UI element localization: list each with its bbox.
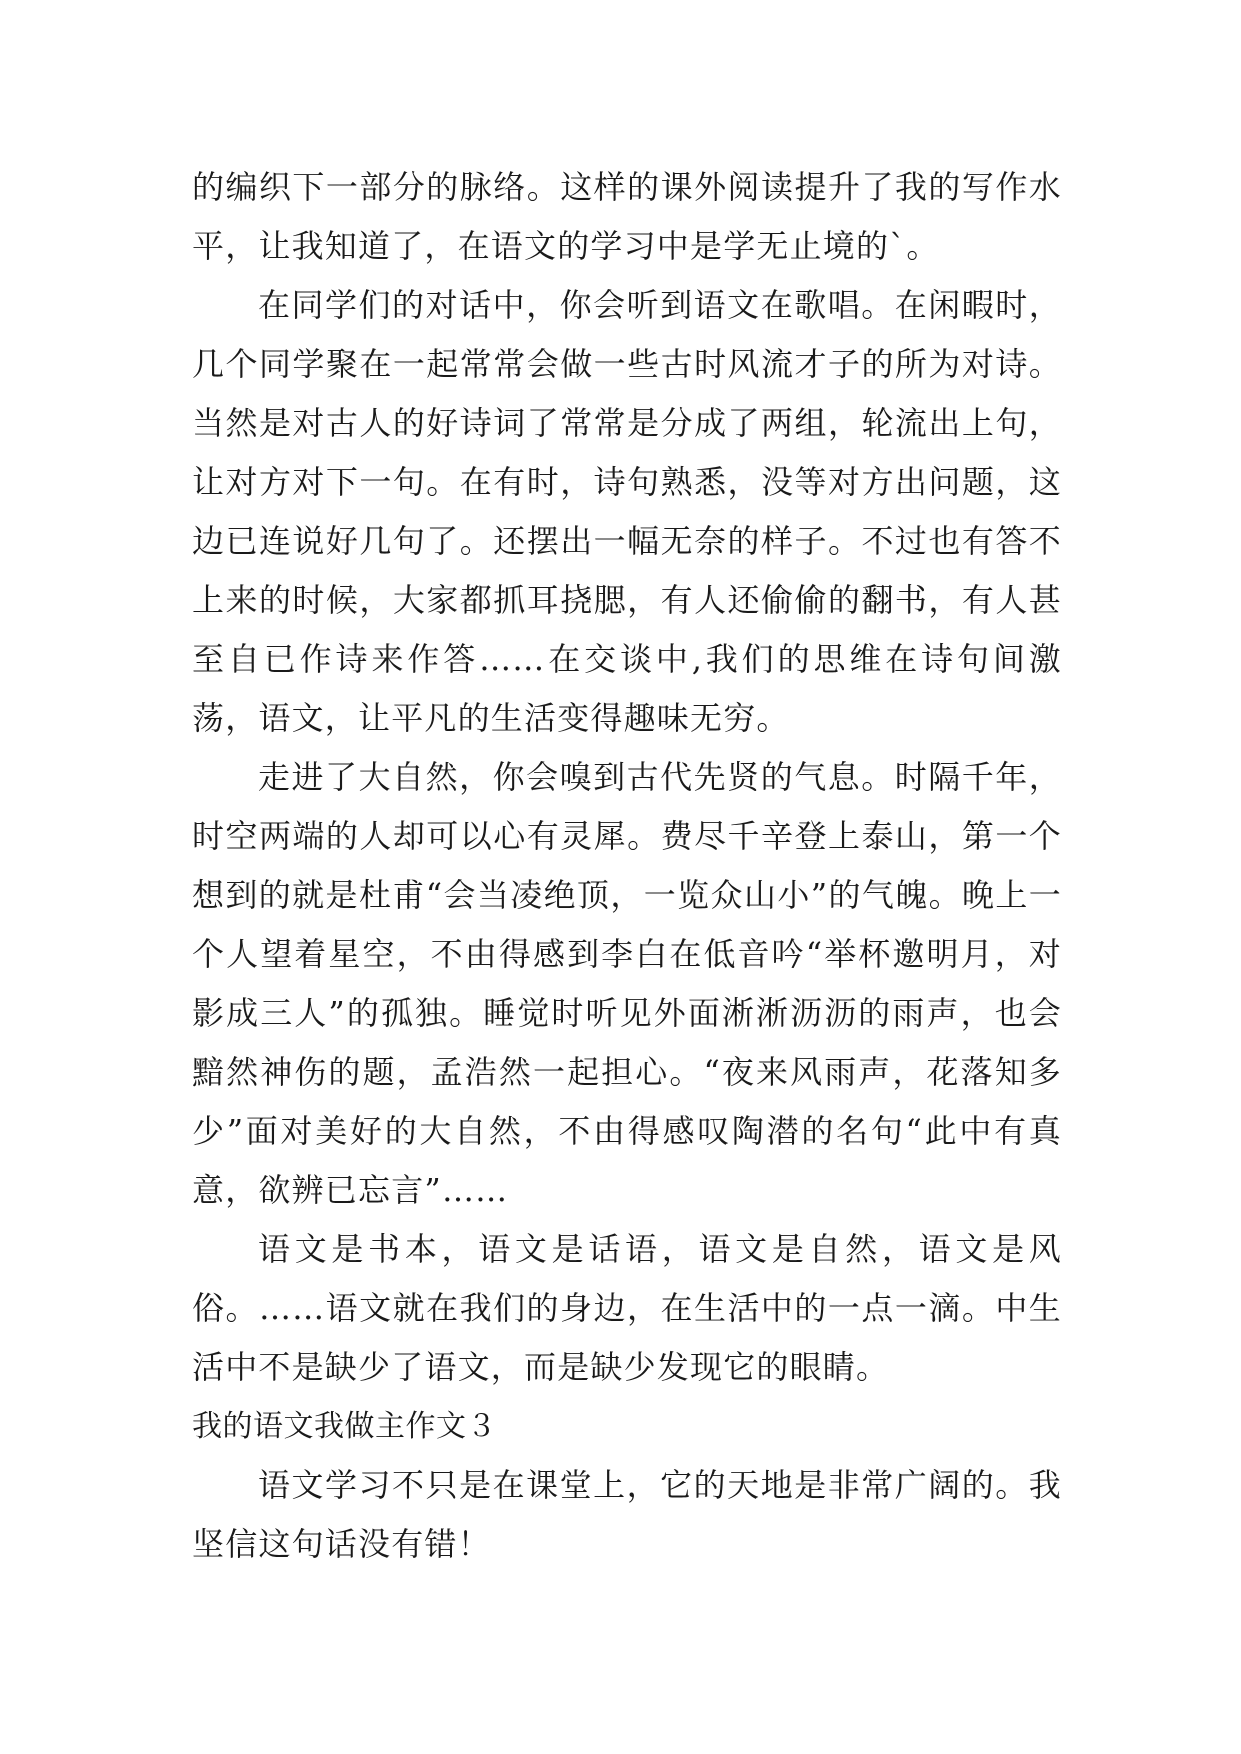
paragraph-5: 语文学习不只是在课堂上，它的天地是非常广阔的。我坚信这句话没有错！ (192, 1466, 1062, 1563)
paragraph-2: 在同学们的对话中，你会听到语文在歌唱。在闲暇时，几个同学聚在一起常常会做一些古时风流才子的所为对诗。当然是对古人的好诗词了常常是分成了两组，轮流出上句，让对方对下一句。在有时，诗句熟悉，没等对方出问题，这边已连说好几句了。还摆出一幅无奈的样子。不过也有答不上来的时候，大家都抓耳挠腮，有人还偷偷的翻书，有人甚至自已作诗来作答……在交谈中,我们的思维在诗句间激荡，语文，让平凡的生活变得趣味无穷。 (192, 286, 1062, 737)
paragraph-4: 语文是书本，语文是话语，语文是自然，语文是风俗。……语文就在我们的身边，在生活中的一点一滴。中生活中不是缺少了语文，而是缺少发现它的眼睛。 (192, 1230, 1062, 1386)
paragraph-3: 走进了大自然，你会嗅到古代先贤的气息。时隔千年，时空两端的人却可以心有灵犀。费尽千辛登上泰山，第一个想到的就是杜甫“会当凌绝顶，一览众山小”的气魄。晚上一个人望着星空，不由得感到李白在低音吟“举杯邀明月，对影成三人”的孤独。睡觉时听见外面淅淅沥沥的雨声，也会黯然神伤的题，孟浩然一起担心。“夜来风雨声，花落知多少”面对美好的大自然，不由得感叹陶潜的名句“此中有真意，欲辨已忘言”…… (192, 758, 1062, 1209)
document-page (192, 158, 1062, 1574)
section-heading: 我的语文我做主作文３ (192, 1409, 497, 1444)
paragraph-1: 的编织下一部分的脉络。这样的课外阅读提升了我的写作水平，让我知道了，在语文的学习中是学无止境的`。 (192, 168, 1062, 265)
